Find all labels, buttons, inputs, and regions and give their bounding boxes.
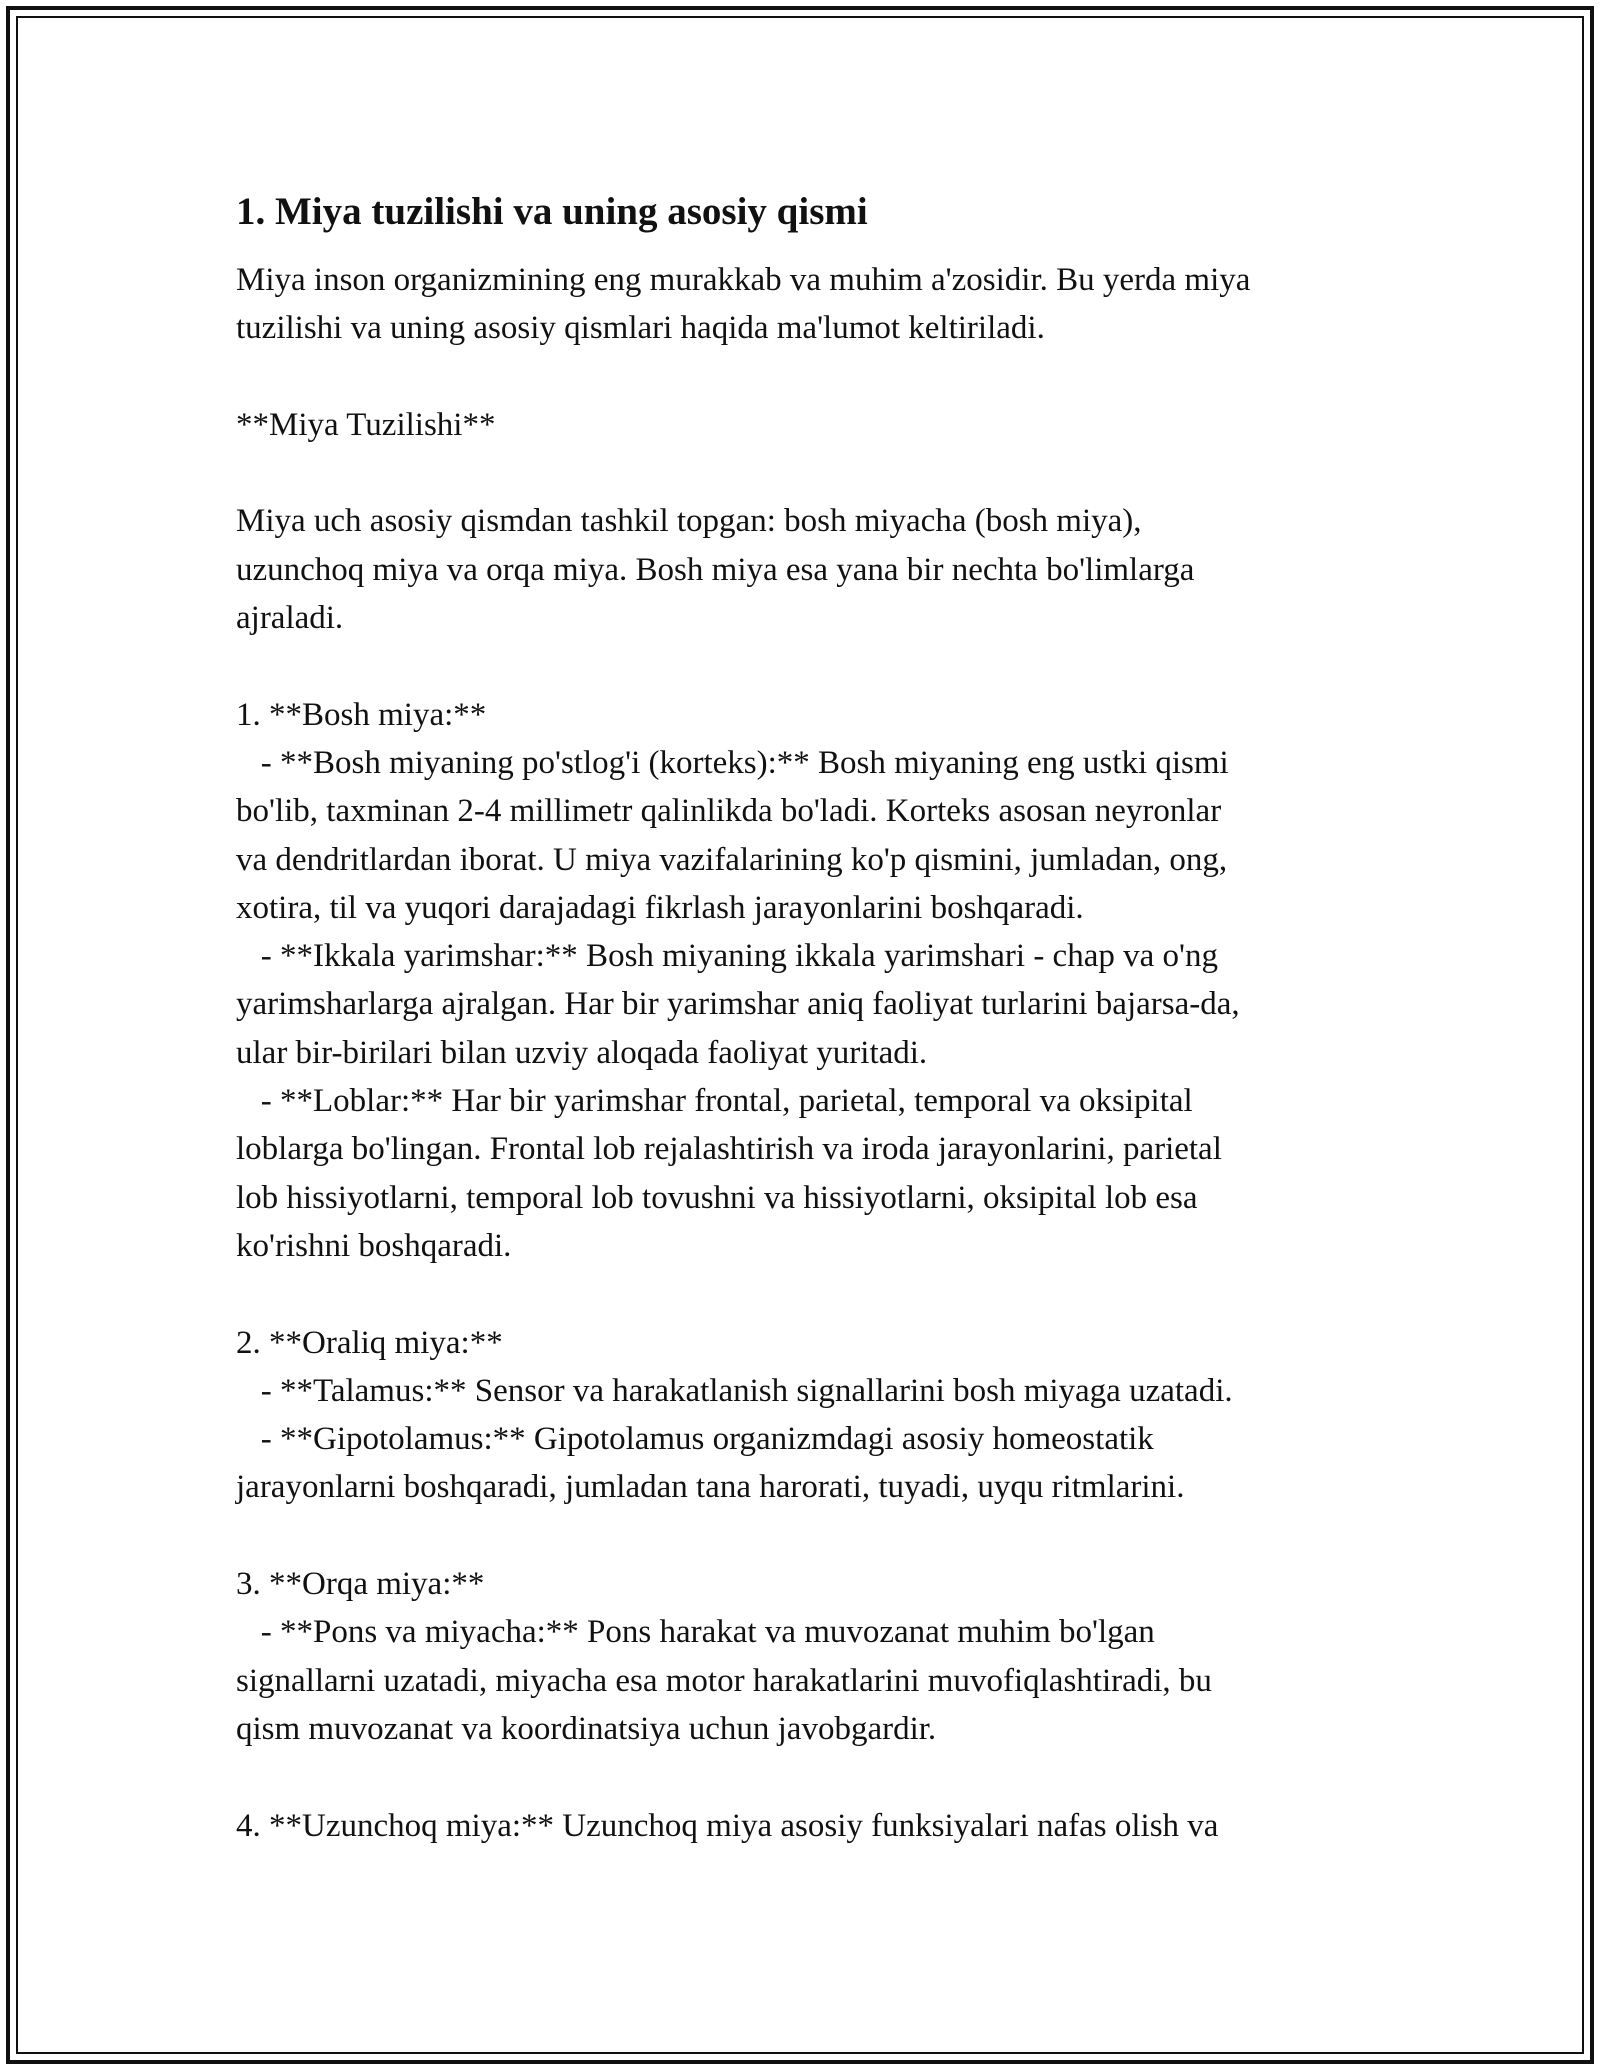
list-item-heading: 4. **Uzunchoq miya:** Uzunchoq miya asosiy funksiyalari nafas olish va <box>236 1807 1219 1844</box>
text-line: Miya inson organizmining eng murakkab va muhim a'zosidir. Bu yerda miya <box>236 262 1251 298</box>
text-line: ular bir-birilari bilan uzviy aloqada faoliyat yuritadi. <box>236 1034 928 1071</box>
text-line: uzunchoq miya va orqa miya. Bosh miya esa yana bir nechta bo'limlarga <box>236 551 1195 588</box>
text-line: tuzilishi va uning asosiy qismlari haqida ma'lumot keltiriladi. <box>236 310 1045 347</box>
document-body <box>236 186 1386 1850</box>
text-line <box>236 1270 1386 1318</box>
sub-list-item: - **Ikkala yarimshar:** Bosh miyaning ikkala yarimshari - chap va o'ng <box>236 938 1218 975</box>
text-line: loblarga bo'lingan. Frontal lob rejalashtirish va iroda jarayonlarini, parietal <box>236 1131 1222 1168</box>
text-line: va dendritlardan iborat. U miya vazifalarining ko'p qismini, jumladan, ong, <box>236 841 1228 878</box>
text-line: xotira, til va yuqori darajadagi fikrlash jarayonlarini boshqaradi. <box>236 889 1084 926</box>
text-line: ko'rishni boshqaradi. <box>236 1227 512 1264</box>
sub-list-item: - **Loblar:** Har bir yarimshar frontal, parietal, temporal va oksipital <box>236 1083 1193 1120</box>
text-line: jarayonlarni boshqaradi, jumladan tana harorati, tuyadi, uyqu ritmlarini. <box>236 1469 1185 1506</box>
sub-list-item: - **Pons va miyacha:** Pons harakat va muvozanat muhim bo'lgan <box>236 1614 1155 1651</box>
text-line: Miya uch asosiy qismdan tashkil topgan: bosh miyacha (bosh miya), <box>236 503 1142 540</box>
text-line: signallarni uzatadi, miyacha esa motor harakatlarini muvofiqlashtiradi, bu <box>236 1662 1212 1699</box>
text-line: yarimsharlarga ajralgan. Har bir yarimshar aniq faoliyat turlarini bajarsa-da, <box>236 986 1240 1023</box>
list-item-heading: 1. **Bosh miya:** <box>236 696 487 733</box>
list-item-heading: 3. **Orqa miya:** <box>236 1566 485 1603</box>
text-line: ajraladi. <box>236 600 344 637</box>
sub-list-item: - **Talamus:** Sensor va harakatlanish signallarini bosh miyaga uzatadi. <box>236 1372 1233 1409</box>
sub-list-item: - **Gipotolamus:** Gipotolamus organizmdagi asosiy homeostatik <box>236 1421 1154 1458</box>
text-line <box>236 1753 1386 1801</box>
section-heading: **Miya Tuzilishi** <box>236 406 496 443</box>
sub-list-item: - **Bosh miyaning po'stlog'i (korteks):** Bosh miyaning eng ustki qismi <box>236 744 1229 781</box>
text-line <box>236 449 1386 497</box>
list-item-heading: 2. **Oraliq miya:** <box>236 1324 503 1361</box>
text-line: lob hissiyotlarni, temporal lob tovushni va hissiyotlarni, oksipital lob esa <box>236 1179 1198 1216</box>
text-line <box>236 353 1386 401</box>
text-line <box>236 1512 1386 1560</box>
text-line <box>236 642 1386 690</box>
page-title: 1. Miya tuzilishi va uning asosiy qismi <box>236 190 868 233</box>
text-line: qism muvozanat va koordinatsiya uchun javobgardir. <box>236 1710 937 1747</box>
text-line: bo'lib, taxminan 2-4 millimetr qalinlikda bo'ladi. Korteks asosan neyronlar <box>236 793 1222 830</box>
